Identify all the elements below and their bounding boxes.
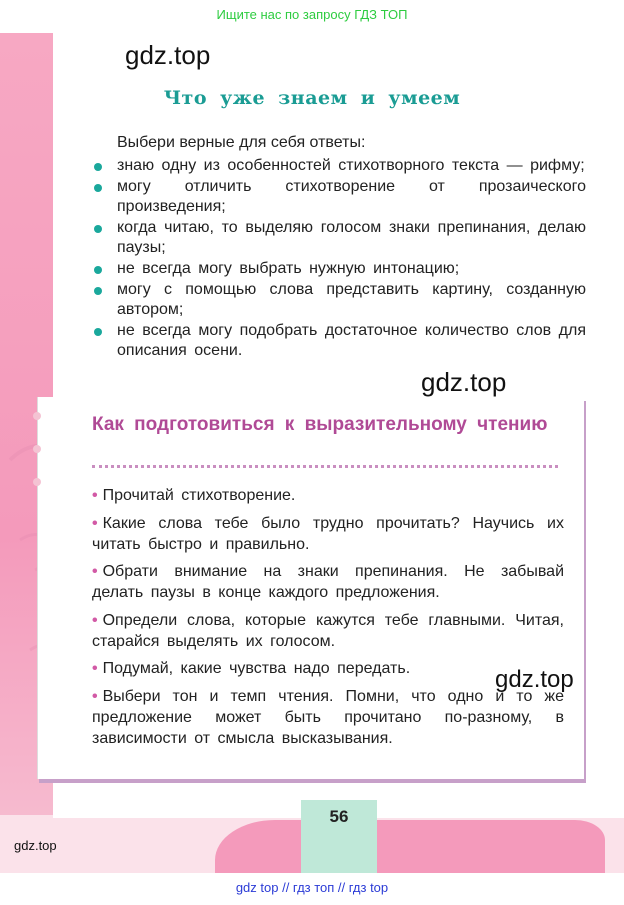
watermark: gdz.top [495, 666, 574, 693]
list-item: • Подумай, какие чувства надо передать. [92, 660, 411, 677]
watermark: gdz.top [14, 838, 57, 853]
tips-list [92, 485, 564, 755]
dotted-divider [92, 465, 558, 468]
bullet-icon: • [92, 514, 98, 532]
list-item: • Обрати внимание на знаки препинания. Не забывай делать паузы в конце каждого предложения. [92, 563, 564, 601]
bullet-icon: • [92, 660, 98, 677]
list-item: могу отличить стихотворение от прозаического произведения; [94, 177, 586, 218]
list-item: не всегда могу подобрать достаточное количество слов для описания осени. [94, 321, 586, 362]
bullet-icon: • [92, 487, 98, 504]
bullet-icon [94, 184, 102, 192]
bullet-icon [94, 328, 102, 336]
watermark: gdz.top [125, 40, 211, 70]
bullet-icon [94, 163, 102, 171]
watermark: gdz.top [421, 367, 507, 397]
section-heading: Что уже знаем и умеем [163, 87, 461, 109]
bullet-icon [94, 287, 102, 295]
bottom-pink-shape [215, 820, 605, 873]
card-hole [33, 412, 41, 420]
bullet-icon [94, 225, 102, 233]
self-check-list [94, 156, 586, 362]
bullet-icon: • [92, 611, 98, 629]
footer: gdz top // гдз топ // гдз top [235, 880, 389, 895]
list-item: • Определи слова, которые кажутся тебе главными. Читая, старайся выделять их голосом. [92, 611, 564, 650]
list-item: • Какие слова тебе было трудно прочитать? Научись их читать быстро и правильно. [92, 514, 564, 553]
list-item: когда читаю, то выделяю голосом знаки препинания, делаю паузы; [94, 218, 586, 259]
bullet-icon [94, 266, 102, 274]
list-item: знаю одну из особенностей стихотворного текста — рифму; [94, 156, 586, 177]
card-hole [33, 478, 41, 486]
list-item: • Выбери тон и темп чтения. Помни, что одно и то же предложение может быть прочитано по-разному, в зависимости от смысла высказывания. [92, 687, 564, 747]
bullet-icon: • [92, 687, 98, 705]
card-title: Как подготовиться к выразительному чтению [92, 414, 548, 435]
intro-text: Выбери верные для себя ответы: [117, 134, 366, 151]
list-item: не всегда могу выбрать нужную интонацию; [94, 259, 586, 280]
page-number-box [301, 800, 377, 873]
page-number: 56 [329, 807, 349, 826]
list-item: могу с помощью слова представить картину, созданную автором; [94, 280, 586, 321]
card-hole [33, 445, 41, 453]
top-banner: Ищите нас по запросу ГДЗ ТОП [216, 7, 408, 22]
list-item: • Прочитай стихотворение. [92, 487, 296, 504]
bullet-icon: • [92, 563, 98, 580]
